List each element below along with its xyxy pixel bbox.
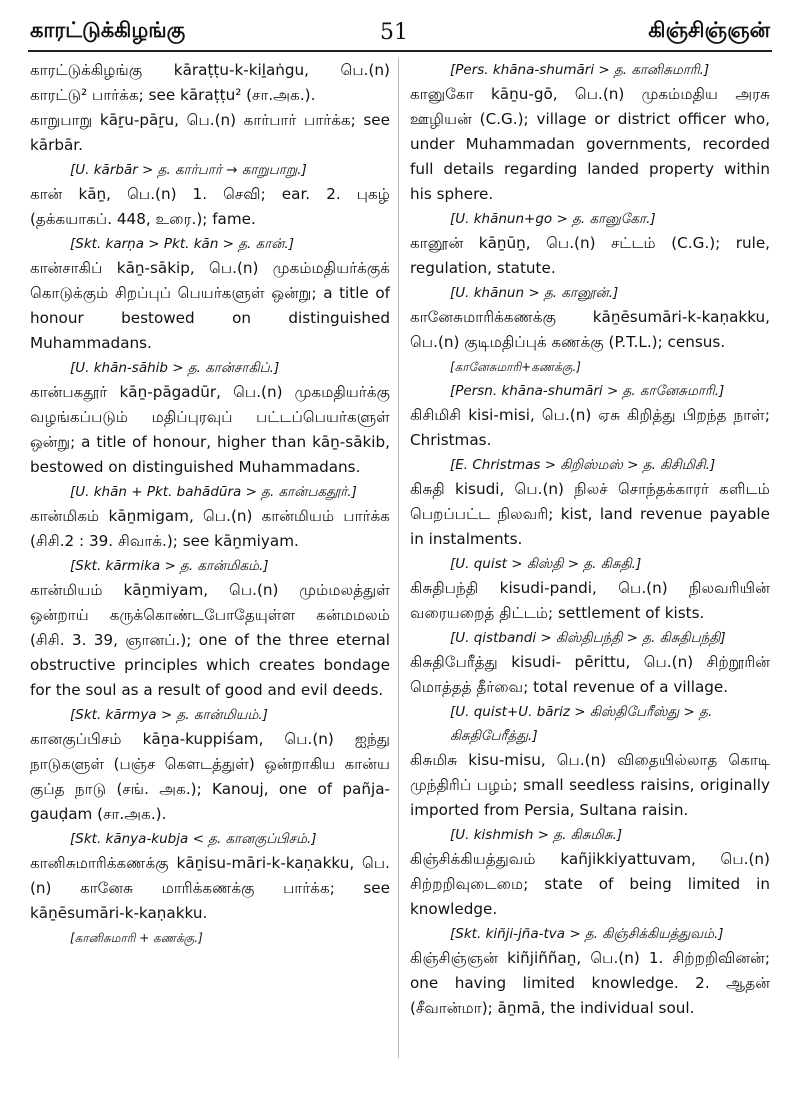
etymology: [U. khānun > த. கானூன்.] [450,285,619,301]
entry: கானகுப்பிசம் kāṉa-kuppiśam, பெ.(n) ஐந்து நாடுகளுள் (பஞ்ச கௌடத்துள்) ஒன்றாகிய கான்ய குப்த நாடு (சங். அக.); Kanouj, one of pañja-gauḍam (சா.அக.). [30,730,390,823]
etymology: [Skt. kānya-kubja < த. கானகுப்பிசம்.] [70,831,317,847]
entry: கானேசுமாரிக்கணக்கு kāṉēsumāri-k-kaṇakku, பெ.(n) குடிமதிப்புக் கணக்கு (P.T.L.); census. [410,308,770,351]
entry: காரட்டுக்கிழங்கு kāraṭṭu-k-kiḻaṅgu, பெ.(n) காரட்டு² பார்க்க; see kāraṭṭu² (சா.அக.). [30,61,390,104]
entry: கானூன் kāṉūṉ, பெ.(n) சட்டம் (C.G.); rule, regulation, statute. [410,234,770,277]
entry: கிஞ்சிக்கியத்துவம் kañjikkiyattuvam, பெ.(n) சிற்றறிவுடைமை; state of being limited in knowledge. [410,850,770,918]
etymology: [Persn. khāna-shumāri > த. கானேசுமாரி.] [450,383,725,399]
etymology: [U. quist > கிஸ்தி > த. கிசுதி.] [450,556,642,572]
entry: கான்பகதூர் kāṉ-pāgadūr, பெ.(n) முகமதியர்க்கு வழங்கப்படும் மதிப்புரவுப் பட்டப்பெயர்களுள் ஒன்று; a title of honour, higher than kāṉ-sākib, bestowed on distinguished Muhammadans. [30,383,390,476]
entry: கான்மிகம் kāṉmigam, பெ.(n) கான்மியம் பார்க்க (சிசி.2 : 39. சிவாக்.); see kāṉmiyam. [30,507,390,550]
entry: கிஞ்சிஞ்ஞன் kiñjiññaṉ, பெ.(n) 1. சிற்றறிவினன்; one having limited knowledge. 2. ஆதன் (சீவான்மா); āṉmā, the individual soul. [410,949,770,1017]
column-divider [398,58,399,1058]
etymology: [U. khān-sāhib > த. கான்சாகிப்.] [70,360,280,376]
etymology: [Skt. kārmya > த. கான்மியம்.] [70,707,268,723]
entry: கானிசுமாரிக்கணக்கு kāṉisu-māri-k-kaṇakku, பெ.(n) கானேசு மாரிக்கணக்கு பார்க்க; see kāṉēsumāri-k-kaṇakku. [30,854,390,922]
entry: கிசிமிசி kisi-misi, பெ.(n) ஏசு கிறித்து பிறந்த நாள்; Christmas. [410,406,770,449]
right-column [410,58,770,1021]
etymology: [U. kārbār > த. கார்பார் → காறுபாறு.] [70,162,307,178]
entry: கிசுமிசு kisu-misu, பெ.(n) விதையில்லாத கொடி முந்திரிப் பழம்; small seedless raisins, originally imported from Persia, Sultana raisin. [410,751,770,819]
entry: கான்சாகிப் kāṉ-sākip, பெ.(n) முகம்மதியர்க்குக் கொடுக்கும் சிறப்புப் பெயர்களுள் ஒன்று; a title of honour bestowed on distinguished Muhammadans. [30,259,390,352]
etymology: [கானேசுமாரி+கணக்கு.] [450,360,581,374]
etymology: [Pers. khāna-shumāri > த. கானிசுமாரி.] [450,62,710,78]
etymology: [Skt. kārmika > த. கான்மிகம்.] [70,558,269,574]
entry: காறுபாறு kāṟu-pāṟu, பெ.(n) கார்பார் பார்க்க; see kārbār. [30,111,390,154]
header-rule [28,50,772,52]
header-first-word: காரட்டுக்கிழங்கு [30,18,186,42]
entry: கிசுதி kisudi, பெ.(n) நிலச் சொந்தக்காரர் களிடம் பெறப்பட்ட நிலவரி; kist, land revenue payable in instalments. [410,480,770,548]
entry: கானுகோ kāṉu-gō, பெ.(n) முகம்மதிய அரசு ஊழியன் (C.G.); village or district officer who, under Muhammadan governments, recorded full details regarding landed property within his sphere. [410,85,770,203]
etymology: [U. kishmish > த. கிசுமிசு.] [450,827,623,843]
etymology: [U. quist+U. bāriz > கிஸ்திபேரீஸ்து > த. கிசுதிபேரீத்து.] [450,704,713,744]
etymology: [U. khānun+go > த. கானுகோ.] [450,211,656,227]
entry: கிசுதிபந்தி kisudi-pandi, பெ.(n) நிலவரியின் வரையறைத் திட்டம்; settlement of kists. [410,579,770,622]
left-column [30,58,390,950]
etymology: [கானிசுமாரி + கணக்கு.] [70,931,203,945]
etymology: [U. khān + Pkt. bahādūra > த. கான்பகதூர்.] [70,484,357,500]
page-header [30,12,770,52]
header-last-word: கிஞ்சிஞ்ஞன் [648,18,770,42]
entry: கான்மியம் kāṉmiyam, பெ.(n) மும்மலத்துள் ஒன்றாய் கருக்கொண்டபோதேயுள்ள கன்மமலம் (சிசி. 3. 39, ஞானப்.); one of the three eternal obstructive principles which creates bondage for the soul as a result of good and evil deeds. [30,581,390,699]
entry: கிசுதிபேரீத்து kisudi- pērittu, பெ.(n) சிற்றூரின் மொத்தத் தீர்வை; total revenue of a village. [410,653,770,696]
etymology: [Skt. kiñji-jña-tva > த. கிஞ்சிக்கியத்துவம்.] [450,926,724,942]
etymology: [U. qistbandi > கிஸ்திபந்தி > த. கிசுதிபந்தி] [450,630,726,646]
etymology: [Skt. karṇa > Pkt. kān > த. கான்.] [70,236,294,252]
etymology: [E. Christmas > கிறிஸ்மஸ் > த. கிசிமிசி.] [450,457,716,473]
entry: கான் kāṉ, பெ.(n) 1. செவி; ear. 2. புகழ் (தக்கயாகப். 448, உரை.); fame. [30,185,390,228]
page-number: 51 [380,20,408,45]
